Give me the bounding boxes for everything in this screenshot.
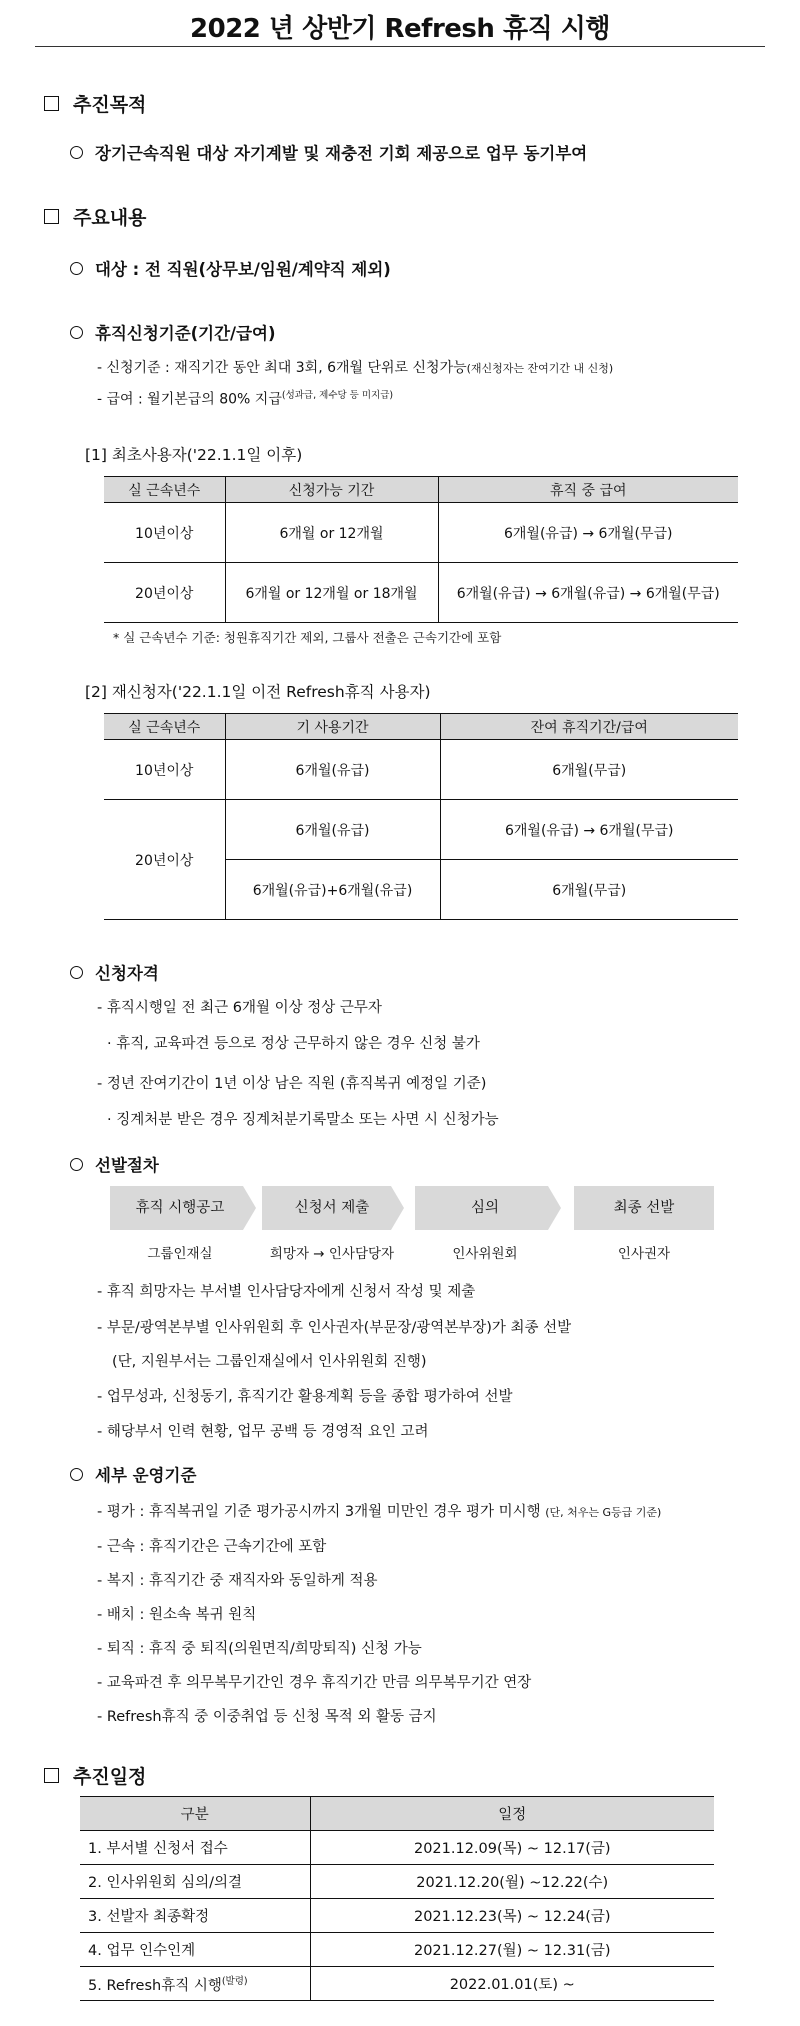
table2	[104, 713, 738, 920]
eligibility-line-3: - 정년 잔여기간이 1년 이상 남은 직원 (휴직복귀 예정일 기준)	[97, 1076, 487, 1092]
circle-bullet-icon	[70, 326, 83, 339]
content-target: 대상 : 전 직원(상무보/임원/계약직 제외)	[70, 256, 391, 280]
rules-line-6: - 교육파견 후 의무복무기간인 경우 휴직기간 만큼 의무복무기간 연장	[97, 1675, 532, 1691]
table-row: 20년이상 6개월 or 12개월 or 18개월 6개월(유급) → 6개월(유급) → 6개월(무급)	[104, 563, 738, 623]
selection-line-4: - 업무성과, 신청동기, 휴직기간 활용계획 등을 종합 평가하여 선발	[97, 1389, 513, 1405]
selection-line-5: - 해당부서 인력 현황, 업무 공백 등 경영적 요인 고려	[97, 1424, 429, 1440]
rules-line-2: - 근속 : 휴직기간은 근속기간에 포함	[97, 1539, 327, 1555]
table-row: 1. 부서별 신청서 접수 2021.12.09(목) ~ 12.17(금)	[80, 1831, 714, 1865]
flow-actors	[110, 1242, 750, 1262]
rules-line-4: - 배치 : 원소속 복귀 원칙	[97, 1607, 257, 1623]
square-bullet-icon	[44, 209, 59, 224]
flow-step: 신청서 제출	[294, 1200, 370, 1216]
table2-header: 잔여 휴직기간/급여	[440, 714, 738, 740]
table-row: 2. 인사위원회 심의/의결 2021.12.20(월) ~12.22(수)	[80, 1865, 714, 1899]
table-row: 4. 업무 인수인계 2021.12.27(월) ~ 12.31(금)	[80, 1933, 714, 1967]
section-purpose-heading: 추진목적	[44, 90, 146, 117]
criteria-line-2: - 급여 : 월기본급의 80% 지급$^{(성과급, 제수당 등 미지급)}$	[97, 390, 394, 408]
schedule-table	[80, 1796, 714, 2001]
table1	[104, 476, 738, 623]
section-schedule-heading: 추진일정	[44, 1762, 146, 1789]
rules-line-3: - 복지 : 휴직기간 중 재직자와 동일하게 적용	[97, 1573, 378, 1589]
rules-line-7: - Refresh휴직 중 이중취업 등 신청 목적 외 활동 금지	[97, 1709, 437, 1725]
table2-caption: [2] 재신청자('22.1.1일 이전 Refresh휴직 사용자)	[85, 683, 431, 701]
rules-line-5: - 퇴직 : 휴직 중 퇴직(의원면직/희망퇴직) 신청 가능	[97, 1641, 422, 1657]
table-row: 20년이상 6개월(유급) 6개월(유급) → 6개월(무급)	[104, 800, 738, 860]
circle-bullet-icon	[70, 966, 83, 979]
purpose-item: 장기근속직원 대상 자기계발 및 재충전 기회 제공으로 업무 동기부여	[70, 140, 587, 164]
table1-caption: [1] 최초사용자('22.1.1일 이후)	[85, 446, 303, 464]
schedule-header: 일정	[310, 1797, 714, 1831]
circle-bullet-icon	[70, 1158, 83, 1171]
eligibility-line-4: · 징계처분 받은 경우 징계처분기록말소 또는 사면 시 신청가능	[107, 1112, 499, 1128]
table1-header: 실 근속년수	[104, 477, 225, 503]
table-row: 10년이상 6개월(유급) 6개월(무급)	[104, 740, 738, 800]
circle-bullet-icon	[70, 262, 83, 275]
flow-actor: 인사위원회	[452, 1246, 518, 1262]
table2-header: 실 근속년수	[104, 714, 225, 740]
square-bullet-icon	[44, 1768, 59, 1783]
flow-actor: 인사권자	[617, 1246, 671, 1262]
flow-step: 최종 선발	[613, 1200, 675, 1216]
criteria-heading: 휴직신청기준(기간/급여)	[70, 320, 276, 344]
table2-header: 기 사용기간	[225, 714, 440, 740]
eligibility-line-1: - 휴직시행일 전 최근 6개월 이상 정상 근무자	[97, 1000, 382, 1016]
table-row: 5. Refresh휴직 시행$^{(발령)}$ 2022.01.01(토) ~	[80, 1967, 714, 2001]
selection-line-2: - 부문/광역본부별 인사위원회 후 인사권자(부문장/광역본부장)가 최종 선발	[97, 1320, 572, 1336]
table-row: 3. 선발자 최종확정 2021.12.23(목) ~ 12.24(금)	[80, 1899, 714, 1933]
table-row: 6개월(유급)+6개월(유급) 6개월(무급)	[104, 860, 738, 920]
eligibility-line-2: · 휴직, 교육파견 등으로 정상 근무하지 않은 경우 신청 불가	[107, 1036, 480, 1052]
table1-footnote: * 실 근속년수 기준: 청원휴직기간 제외, 그룹사 전출은 근속기간에 포함	[113, 630, 502, 645]
title-divider	[35, 46, 765, 47]
table1-header: 신청가능 기간	[225, 477, 438, 503]
selection-flow	[110, 1184, 750, 1234]
circle-bullet-icon	[70, 1468, 83, 1481]
section-content-heading: 주요내용	[44, 203, 146, 230]
schedule-header: 구분	[80, 1797, 310, 1831]
selection-line-3: (단, 지원부서는 그룹인재실에서 인사위원회 진행)	[112, 1354, 427, 1370]
table-row: 10년이상 6개월 or 12개월 6개월(유급) → 6개월(무급)	[104, 503, 738, 563]
circle-bullet-icon	[70, 146, 83, 159]
rules-line-1: - 평가 : 휴직복귀일 기준 평가공시까지 3개월 미만인 경우 평가 미시행 (단, 처우는 G등급 기준)	[97, 1504, 662, 1520]
selection-line-1: - 휴직 희망자는 부서별 인사담당자에게 신청서 작성 및 제출	[97, 1284, 476, 1300]
flow-actor: 그룹인재실	[147, 1246, 213, 1262]
flow-actor: 희망자 → 인사담당자	[269, 1246, 395, 1262]
table1-header: 휴직 중 급여	[438, 477, 738, 503]
flow-step: 휴직 시행공고	[135, 1200, 225, 1216]
selection-heading: 선발절차	[70, 1152, 159, 1176]
flow-step: 심의	[470, 1200, 499, 1216]
document-title: 2022 년 상반기 Refresh 휴직 시행	[190, 14, 610, 44]
rules-heading: 세부 운영기준	[70, 1462, 196, 1486]
square-bullet-icon	[44, 96, 59, 111]
criteria-line-1: - 신청기준 : 재직기간 동안 최대 3회, 6개월 단위로 신청가능(재신청자는 잔여기간 내 신청)	[97, 360, 614, 376]
eligibility-heading: 신청자격	[70, 960, 159, 984]
